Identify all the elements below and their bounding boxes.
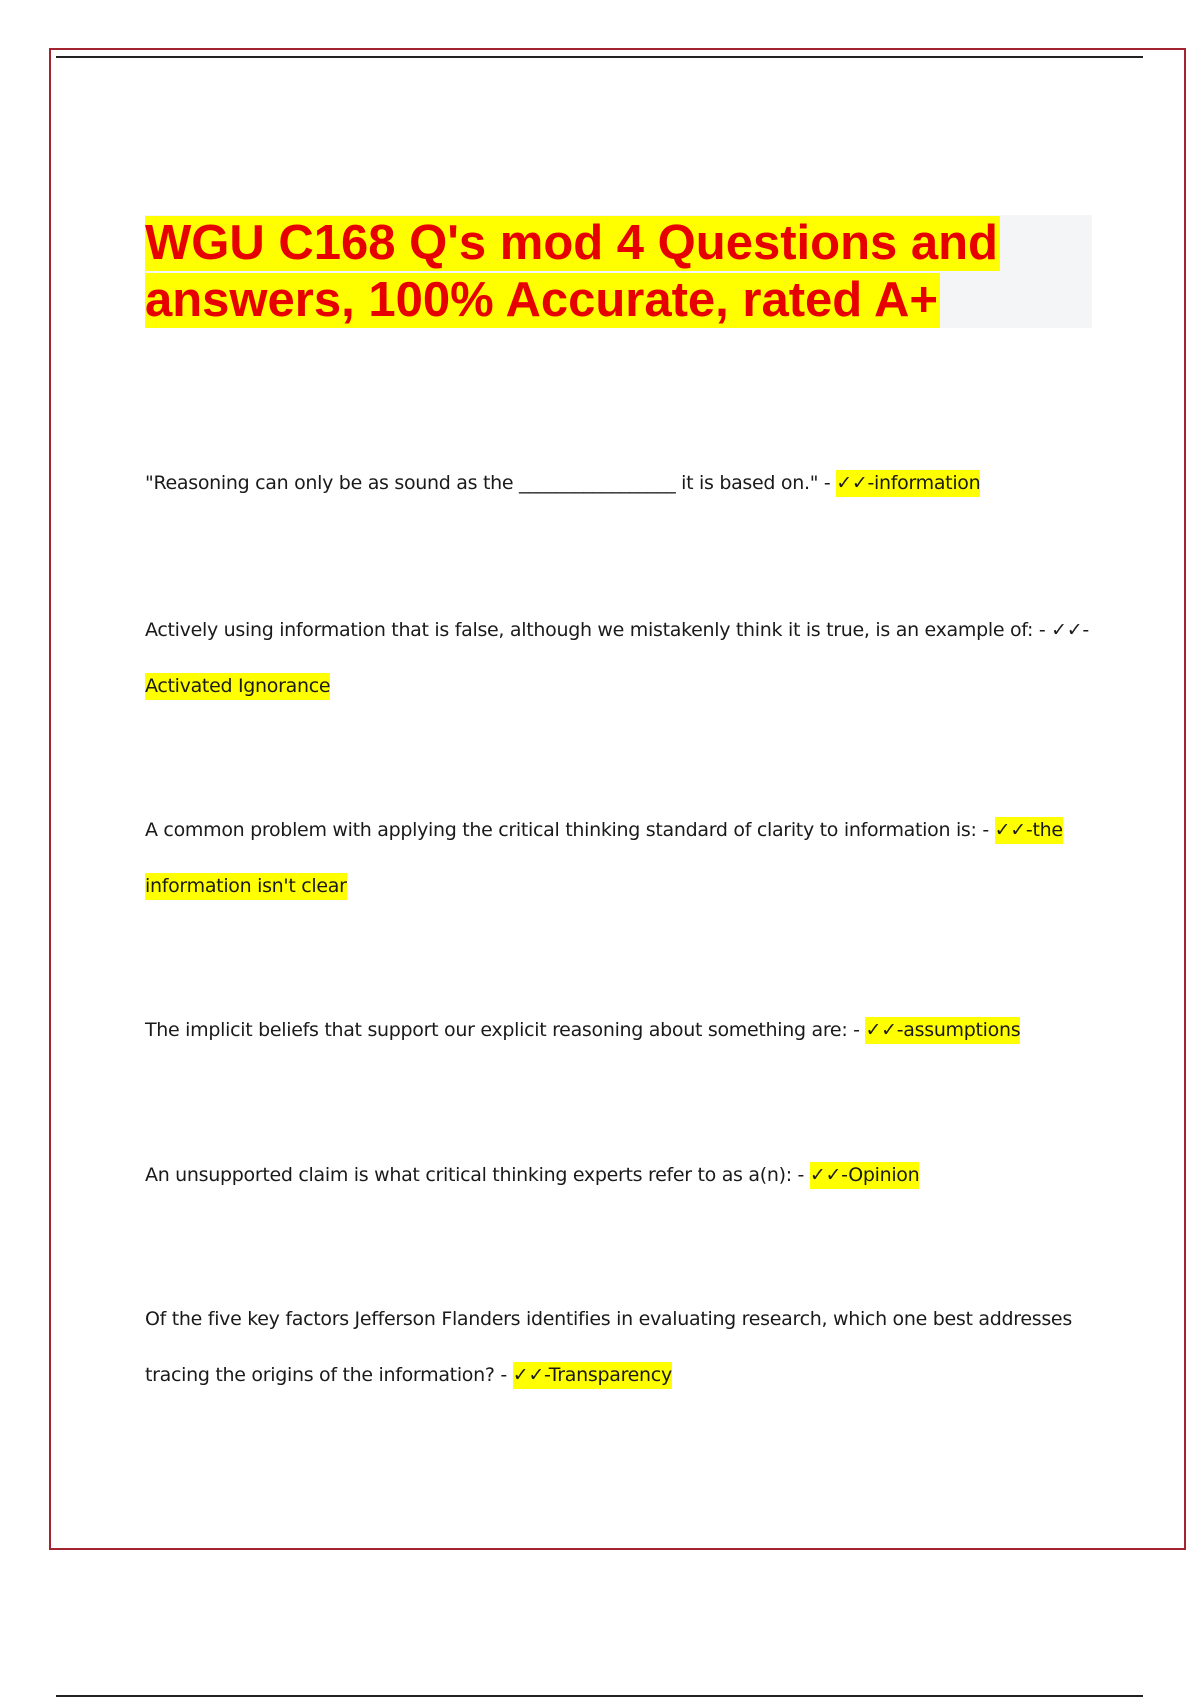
double-check-icon: ✓✓ (994, 819, 1026, 841)
bottom-rule (56, 1695, 1143, 1697)
answer-text: -the (1025, 819, 1063, 841)
answer-text: -Opinion (841, 1164, 920, 1186)
answer-text: Activated Ignorance (145, 673, 330, 700)
question-text: An unsupported claim is what critical thinking experts refer to as a(n): - (145, 1164, 805, 1186)
answer-highlight (810, 1162, 920, 1189)
answer-prefix: - (1082, 619, 1089, 641)
question-text: A common problem with applying the critical thinking standard of clarity to information is: - (145, 819, 989, 841)
double-check-icon: ✓✓ (1051, 619, 1083, 641)
qa-item-1 (145, 455, 1095, 511)
document-title (145, 215, 1092, 329)
double-check-icon: ✓✓ (865, 1019, 897, 1041)
answer-continuation: information isn't clear (145, 873, 347, 900)
question-text: "Reasoning can only be as sound as the _________________ it is based on." - (145, 472, 831, 494)
answer-highlight (995, 817, 1063, 844)
question-text-line-1: Of the five key factors Jefferson Flanders identifies in evaluating research, which one best addresses (145, 1308, 1072, 1330)
qa-item-2 (145, 602, 1095, 714)
qa-item-6 (145, 1291, 1095, 1403)
question-text: Actively using information that is false, although we mistakenly think it is true, is an example of: - (145, 619, 1046, 641)
answer-highlight (513, 1362, 672, 1389)
answer-highlight (865, 1017, 1020, 1044)
title-block (145, 215, 1092, 328)
top-rule (56, 56, 1143, 58)
double-check-icon: ✓✓ (512, 1364, 544, 1386)
answer-text: -information (867, 472, 981, 494)
question-text: The implicit beliefs that support our explicit reasoning about something are: - (145, 1019, 860, 1041)
qa-item-3 (145, 802, 1095, 914)
title-line-2: answers, 100% Accurate, rated A+ (145, 273, 939, 327)
qa-item-5 (145, 1147, 1095, 1203)
answer-text: -assumptions (896, 1019, 1021, 1041)
question-text-line-2: tracing the origins of the information? - (145, 1364, 507, 1386)
title-line-1: WGU C168 Q's mod 4 Questions and (145, 216, 998, 270)
double-check-icon: ✓✓ (809, 1164, 842, 1186)
qa-item-4 (145, 1002, 1095, 1058)
double-check-icon: ✓✓ (836, 472, 868, 494)
answer-highlight (836, 470, 980, 497)
answer-text: -Transparency (543, 1364, 672, 1386)
